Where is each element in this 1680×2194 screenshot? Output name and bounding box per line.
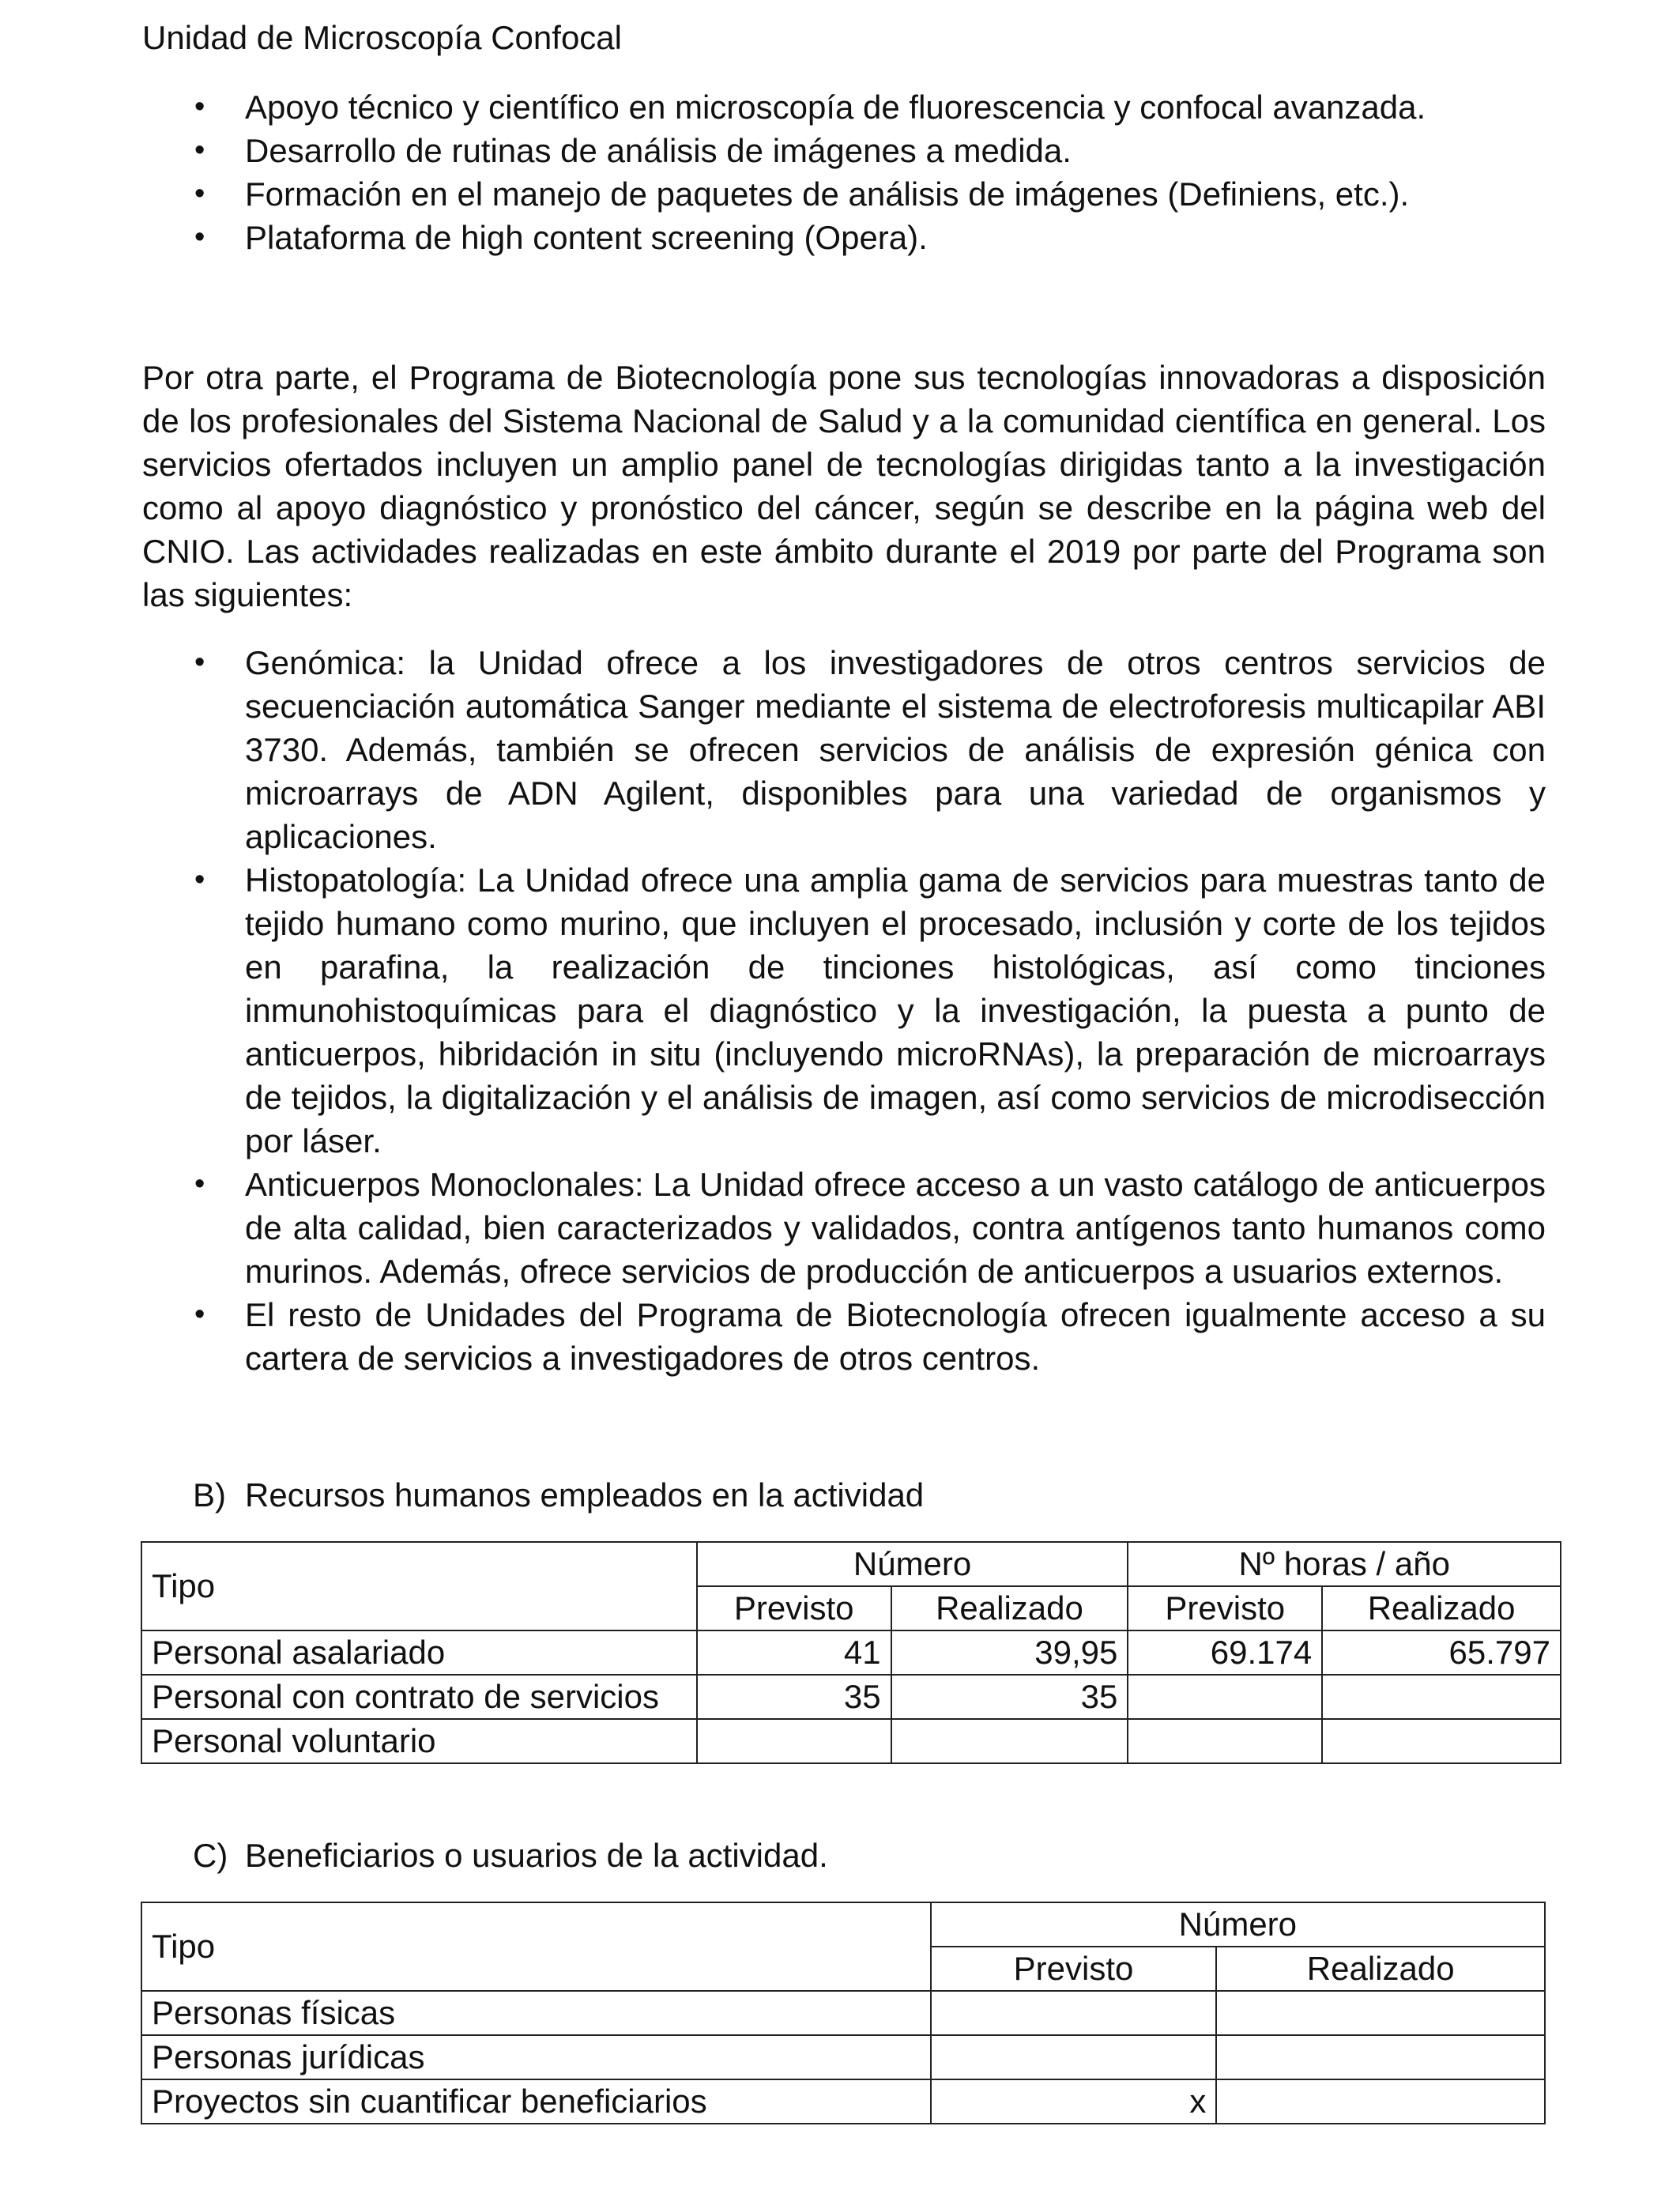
cell-realizado [1216,2079,1545,2124]
cell-num-realizado: 35 [891,1675,1128,1719]
list-item-text: Anticuerpos Monoclonales: La Unidad ofrece acceso a un vasto catálogo de anticuerpos de alta calidad, bien caracterizados y validados, contra antígenos tanto humanos como murinos. Además, ofrece servicios de producción de anticuerpos a usuarios externos. [245,1166,1546,1290]
unit-heading: Unidad de Microscopía Confocal [142,19,622,56]
cell-tipo: Personas jurídicas [141,2035,931,2079]
cell-previsto [931,2035,1217,2079]
cell-horas-realizado: 65.797 [1322,1630,1561,1675]
cell-horas-realizado [1322,1719,1561,1763]
list-item [142,172,1486,216]
section-letter: B) [193,1476,226,1514]
header-numero: Número [931,1902,1545,1947]
header-tipo: Tipo [141,1542,697,1630]
list-item-text: Desarrollo de rutinas de análisis de imágenes a medida. [245,132,1072,169]
list-item-text: Plataforma de high content screening (Opera). [245,219,928,256]
header-horas: Nº horas / año [1128,1542,1561,1586]
bullet-icon: • [194,1167,205,1201]
cell-realizado [1216,1991,1545,2035]
bullet-icon: • [194,90,205,123]
cell-num-realizado [891,1719,1128,1763]
section-b-title [193,1472,924,1519]
beneficiaries-table [141,1902,1546,2124]
list-item [142,1163,1546,1293]
cell-horas-previsto: 69.174 [1128,1630,1322,1675]
section-title-text: Recursos humanos empleados en la actividad [245,1476,925,1514]
table-row [141,1719,1561,1763]
cell-tipo: Personal asalariado [141,1630,697,1675]
table-header-row [141,1902,1545,1947]
header-previsto: Previsto [1128,1586,1322,1630]
cell-num-realizado: 39,95 [891,1630,1128,1675]
table-row [141,1675,1561,1719]
table-row [141,1991,1545,2035]
header-previsto: Previsto [931,1947,1217,1991]
list-item-text: Apoyo técnico y científico en microscopía de fluorescencia y confocal avanzada. [245,89,1426,126]
list-item [142,129,1486,172]
bullet-icon: • [194,863,205,896]
cell-tipo: Personas físicas [141,1991,931,2035]
header-numero: Número [697,1542,1128,1586]
bullet-icon: • [194,134,205,167]
cell-tipo: Personal con contrato de servicios [141,1675,697,1719]
list-item-text: Formación en el manejo de paquetes de análisis de imágenes (Definiens, etc.). [245,175,1410,213]
list-item-text: Histopatología: La Unidad ofrece una amplia gama de servicios para muestras tanto de tejido humano como murino, que incluyen el procesado, inclusión y corte de los tejidos en parafina, la realización de tinciones histológicas, así como tinciones inmunohistoquímicas para el diagnóstico y la investigación, la puesta a punto de anticuerpos, hibridación in situ (incluyendo microRNAs), la preparación de microarrays de tejidos, la digitalización y el análisis de imagen, así como servicios de microdisección por láser. [245,861,1546,1159]
list-item [142,641,1546,858]
human-resources-table [141,1541,1561,1764]
header-previsto: Previsto [697,1586,891,1630]
cell-tipo: Proyectos sin cuantificar beneficiarios [141,2079,931,2124]
section-title-text: Beneficiarios o usuarios de la actividad. [245,1837,828,1874]
bullet-icon: • [194,1298,205,1331]
table-row [141,2035,1545,2079]
cell-num-previsto: 35 [697,1675,891,1719]
cell-previsto: x [931,2079,1217,2124]
cell-tipo: Personal voluntario [141,1719,697,1763]
table-row [141,1630,1561,1675]
cell-num-previsto [697,1719,891,1763]
cell-horas-realizado [1322,1675,1561,1719]
cell-horas-previsto [1128,1719,1322,1763]
header-realizado: Realizado [1322,1586,1561,1630]
header-tipo: Tipo [141,1902,931,1991]
section-letter: C) [193,1837,228,1874]
list-item [142,85,1486,129]
list-item-text: El resto de Unidades del Programa de Biotecnología ofrecen igualmente acceso a su cartera de servicios a investigadores de otros centros. [245,1296,1546,1377]
biotech-services-list [142,641,1546,1380]
cell-horas-previsto [1128,1675,1322,1719]
bullet-icon: • [194,177,205,210]
list-item [142,858,1546,1163]
cell-previsto [931,1991,1217,2035]
table-row [141,2079,1545,2124]
header-realizado: Realizado [1216,1947,1545,1991]
table-header-row [141,1542,1561,1586]
list-item-text: Genómica: la Unidad ofrece a los investigadores de otros centros servicios de secuenciación automática Sanger mediante el sistema de electroforesis multicapilar ABI 3730. Además, también se ofrecen servicios de análisis de expresión génica con microarrays de ADN Agilent, disponibles para una variedad de organismos y aplicaciones. [245,644,1546,855]
list-item [142,216,1486,259]
intro-paragraph: Por otra parte, el Programa de Biotecnología pone sus tecnologías innovadoras a disposición de los profesionales del Sistema Nacional de Salud y a la comunidad científica en general. Los servicios ofertados incluyen un amplio panel de tecnologías dirigidas tanto a la investigación como al apoyo diagnóstico y pronóstico del cáncer, según se describe en la página web del CNIO. Las actividades realizadas en este ámbito durante el 2019 por parte del Programa son las siguientes: [142,359,1546,613]
cell-realizado [1216,2035,1545,2079]
bullet-icon: • [194,646,205,679]
confocal-services-list [142,85,1486,259]
header-realizado: Realizado [891,1586,1128,1630]
cell-num-previsto: 41 [697,1630,891,1675]
bullet-icon: • [194,221,205,254]
list-item [142,1293,1546,1380]
section-c-title [193,1832,828,1879]
